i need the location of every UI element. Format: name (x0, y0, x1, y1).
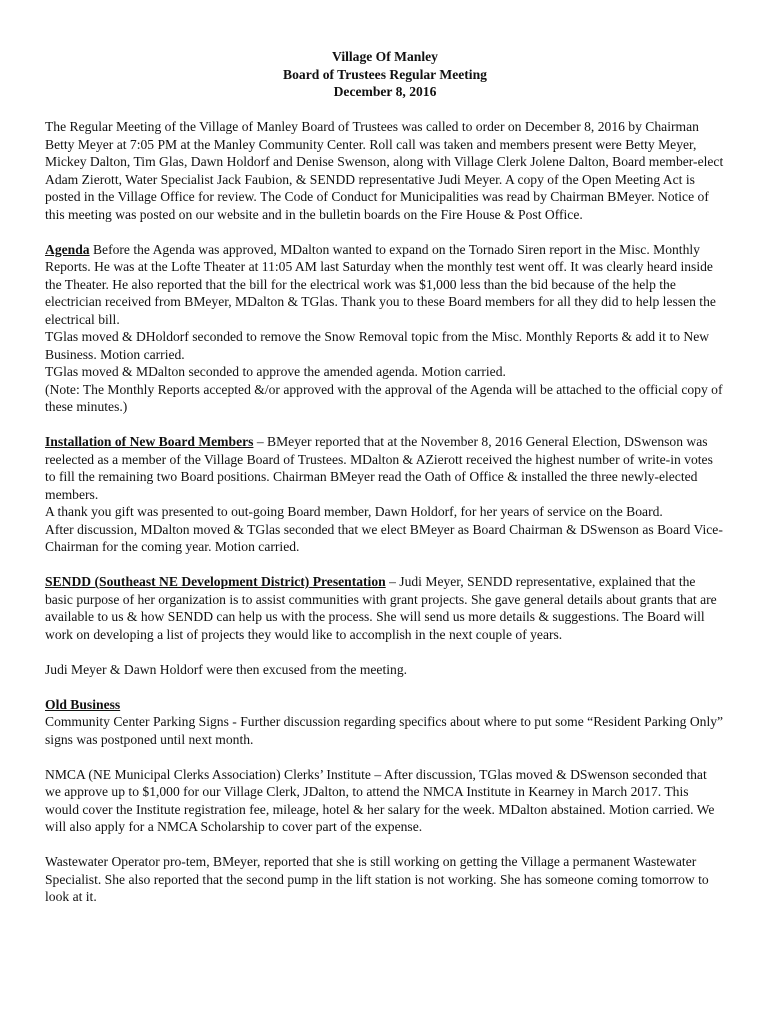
minutes-document (45, 48, 725, 906)
sendd-text: – Judi Meyer, SENDD representative, explained that the basic purpose of her organization is to assist communities with grant projects. She gave general details about grants that are available to us & how SENDD can help us with the process. She will send us more details & suggestions. The Board will work on developing a list of projects they would like to accomplish in the next couple of years. (45, 574, 717, 642)
agenda-motion-1: TGlas moved & DHoldorf seconded to remove the Snow Removal topic from the Misc. Monthly Reports & add it to New Business. Motion carried. (45, 329, 710, 362)
nmca-paragraph: NMCA (NE Municipal Clerks Association) Clerks’ Institute – After discussion, TGlas moved & DSwenson seconded that we approve up to $1,000 for our Village Clerk, JDalton, to attend the NMCA Institute in Kearney in March 2017. This would cover the Institute registration fee, mileage, hotel & her salary for the week. MDalton abstained. Motion carried. We will also apply for a NMCA Scholarship to cover part of the expense. (45, 766, 715, 834)
agenda-heading: Agenda (45, 241, 90, 257)
meeting-date: December 8, 2016 (333, 84, 437, 99)
old-business-heading: Old Business (45, 696, 121, 712)
installation-text: – BMeyer reported that at the November 8, 2016 General Election, DSwenson was reelected as a member of the Village Board of Trustees. MDalton & AZierott received the highest number of write-in votes to fill the remaining two Board positions. Chairman BMeyer read the Oath of Office & installed the three newly-elected members. (45, 434, 713, 502)
agenda-text: Before the Agenda was approved, MDalton wanted to expand on the Tornado Siren report in the Misc. Monthly Reports. He was at the Lofte Theater at 11:05 AM last Saturday when the monthly test went off. It was clearly heard inside the Theater. He also reported that the bill for the electrical work was $1,000 less than the bid because of the help the electrician received from BMeyer, MDalton & TGlas. Thank you to these Board members for all they did to help lessen the electrical bill. (45, 241, 716, 327)
document-subtitle: Board of Trustees Regular Meeting (283, 66, 487, 82)
agenda-paragraph (45, 241, 725, 329)
old-business-heading-line (45, 696, 725, 714)
sendd-heading: SENDD (Southeast NE Development District) Presentation (45, 574, 386, 589)
installation-paragraph (45, 433, 725, 503)
installation-gift: A thank you gift was presented to out-going Board member, Dawn Holdorf, for her years of service on the Board. (45, 504, 663, 519)
agenda-motion-2: TGlas moved & MDalton seconded to approve the amended agenda. Motion carried. (45, 364, 506, 379)
agenda-note: (Note: The Monthly Reports accepted &/or approved with the approval of the Agenda will be attached to the official copy of these minutes.) (45, 381, 723, 414)
intro-paragraph: The Regular Meeting of the Village of Manley Board of Trustees was called to order on December 8, 2016 by Chairman Betty Meyer at 7:05 PM at the Manley Community Center. Roll call was taken and members present were Betty Meyer, Mickey Dalton, Tim Glas, Dawn Holdorf and Denise Swenson, along with Village Clerk Jolene Dalton, Board member-elect Adam Zierott, Water Specialist Jack Faubion, & SENDD representative Judi Meyer. A copy of the Open Meeting Act is posted in the Village Office for review. The Code of Conduct for Municipalities was read by Chairman BMeyer. Notice of this meeting was posted on our website and in the bulletin boards on the Fire House & Post Office. (45, 119, 724, 222)
parking-signs-paragraph: Community Center Parking Signs - Further discussion regarding specifics about where to put some “Resident Parking Only” signs was postponed until next month. (45, 714, 724, 747)
excused-paragraph: Judi Meyer & Dawn Holdorf were then excused from the meeting. (45, 661, 408, 677)
wastewater-paragraph: Wastewater Operator pro-tem, BMeyer, reported that she is still working on getting the Village a permanent Wastewater Specialist. She also reported that the second pump in the lift station is not working. She has someone coming tomorrow to look at it. (45, 854, 709, 904)
installation-heading: Installation of New Board Members (45, 434, 254, 449)
sendd-paragraph (45, 573, 725, 643)
document-title: Village Of Manley (332, 49, 438, 64)
installation-election: After discussion, MDalton moved & TGlas seconded that we elect BMeyer as Board Chairman & DSwenson as Board Vice-Chairman for the coming year. Motion carried. (45, 521, 723, 554)
